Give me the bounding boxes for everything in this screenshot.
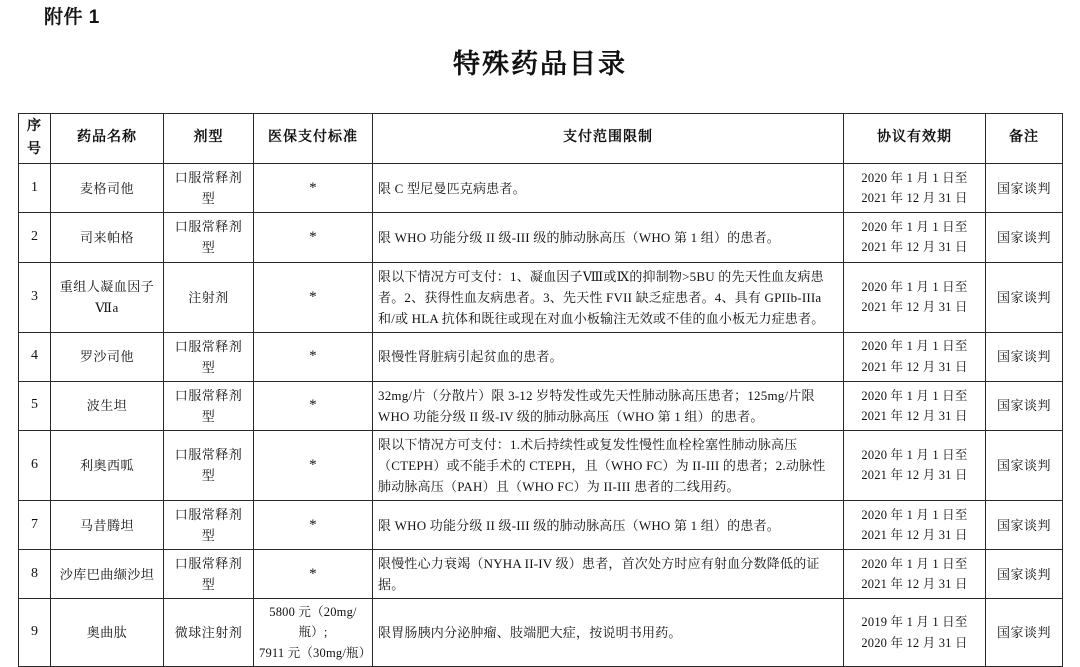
cell-remark: 国家谈判	[986, 550, 1063, 599]
cell-drug-name: 重组人凝血因子 Ⅶa	[51, 262, 164, 332]
attachment-label: 附件 1	[44, 7, 100, 28]
cell-dosage-form: 口服常释剂型	[164, 213, 254, 262]
cell-payment-standard: *	[254, 332, 373, 381]
table-row	[19, 381, 1063, 430]
cell-payment-scope: 限胃肠胰内分泌肿瘤、肢端肥大症，按说明书用药。	[373, 599, 844, 667]
table-header	[19, 114, 1063, 164]
column-header-seq: 序号	[19, 114, 51, 164]
cell-payment-standard: *	[254, 430, 373, 500]
column-header-period: 协议有效期	[844, 114, 986, 164]
column-header-form: 剂型	[164, 114, 254, 164]
cell-seq: 6	[19, 430, 51, 500]
cell-payment-scope: 32mg/片（分散片）限 3-12 岁特发性或先天性肺动脉高压患者；125mg/片限 WHO 功能分级 II 级-IV 级的肺动脉高压（WHO 第 1 组）的患者。	[373, 381, 844, 430]
cell-seq: 8	[19, 550, 51, 599]
cell-remark: 国家谈判	[986, 213, 1063, 262]
table-body	[19, 164, 1063, 667]
table-header-row	[19, 114, 1063, 164]
cell-drug-name: 罗沙司他	[51, 332, 164, 381]
catalog-table-container	[18, 113, 1062, 667]
column-header-standard: 医保支付标准	[254, 114, 373, 164]
cell-remark: 国家谈判	[986, 381, 1063, 430]
special-drug-catalog-table	[18, 113, 1063, 667]
cell-remark: 国家谈判	[986, 501, 1063, 550]
cell-dosage-form: 口服常释剂型	[164, 381, 254, 430]
cell-dosage-form: 微球注射剂	[164, 599, 254, 667]
column-header-remark: 备注	[986, 114, 1063, 164]
cell-seq: 7	[19, 501, 51, 550]
cell-seq: 3	[19, 262, 51, 332]
cell-payment-standard: *	[254, 164, 373, 213]
cell-agreement-period: 2020 年 1 月 1 日至 2021 年 12 月 31 日	[844, 430, 986, 500]
cell-agreement-period: 2019 年 1 月 1 日至 2020 年 12 月 31 日	[844, 599, 986, 667]
table-row	[19, 332, 1063, 381]
cell-seq: 5	[19, 381, 51, 430]
cell-payment-scope: 限 WHO 功能分级 II 级-III 级的肺动脉高压（WHO 第 1 组）的患者。	[373, 501, 844, 550]
cell-payment-standard: *	[254, 381, 373, 430]
cell-drug-name: 马昔腾坦	[51, 501, 164, 550]
table-row	[19, 501, 1063, 550]
cell-payment-scope: 限 WHO 功能分级 II 级-III 级的肺动脉高压（WHO 第 1 组）的患者。	[373, 213, 844, 262]
column-header-scope: 支付范围限制	[373, 114, 844, 164]
table-row	[19, 213, 1063, 262]
cell-seq: 2	[19, 213, 51, 262]
cell-seq: 4	[19, 332, 51, 381]
page-title: 特殊药品目录	[453, 49, 627, 79]
column-header-name: 药品名称	[51, 114, 164, 164]
cell-drug-name: 司来帕格	[51, 213, 164, 262]
table-row	[19, 550, 1063, 599]
table-row	[19, 164, 1063, 213]
cell-dosage-form: 注射剂	[164, 262, 254, 332]
cell-agreement-period: 2020 年 1 月 1 日至 2021 年 12 月 31 日	[844, 381, 986, 430]
cell-payment-standard: *	[254, 213, 373, 262]
cell-remark: 国家谈判	[986, 262, 1063, 332]
cell-payment-scope: 限慢性肾脏病引起贫血的患者。	[373, 332, 844, 381]
cell-payment-scope: 限以下情况方可支付：1、凝血因子Ⅷ或Ⅸ的抑制物>5BU 的先天性血友病患者。2、获得性血友病患者。3、先天性 FVII 缺乏症患者。4、具有 GPIIb-IIIa 和/或 HLA 抗体和既往或现在对血小板输注无效或不佳的血小板无力症患者。	[373, 262, 844, 332]
cell-drug-name: 麦格司他	[51, 164, 164, 213]
cell-agreement-period: 2020 年 1 月 1 日至 2021 年 12 月 31 日	[844, 262, 986, 332]
cell-agreement-period: 2020 年 1 月 1 日至 2021 年 12 月 31 日	[844, 501, 986, 550]
cell-dosage-form: 口服常释剂型	[164, 550, 254, 599]
cell-payment-scope: 限慢性心力衰竭（NYHA II-IV 级）患者，首次处方时应有射血分数降低的证据。	[373, 550, 844, 599]
cell-seq: 1	[19, 164, 51, 213]
cell-payment-scope: 限 C 型尼曼匹克病患者。	[373, 164, 844, 213]
cell-remark: 国家谈判	[986, 599, 1063, 667]
cell-payment-standard: *	[254, 262, 373, 332]
cell-agreement-period: 2020 年 1 月 1 日至 2021 年 12 月 31 日	[844, 213, 986, 262]
cell-dosage-form: 口服常释剂型	[164, 430, 254, 500]
cell-remark: 国家谈判	[986, 332, 1063, 381]
cell-agreement-period: 2020 年 1 月 1 日至 2021 年 12 月 31 日	[844, 332, 986, 381]
table-row	[19, 430, 1063, 500]
cell-agreement-period: 2020 年 1 月 1 日至 2021 年 12 月 31 日	[844, 164, 986, 213]
cell-payment-standard: *	[254, 550, 373, 599]
cell-agreement-period: 2020 年 1 月 1 日至 2021 年 12 月 31 日	[844, 550, 986, 599]
table-row	[19, 599, 1063, 667]
cell-payment-scope: 限以下情况方可支付：1.术后持续性或复发性慢性血栓栓塞性肺动脉高压（CTEPH）或不能手术的 CTEPH，且（WHO FC）为 II-III 的患者；2.动脉性肺动脉高压（PAH）且（WHO FC）为 II-III 患者的二线用药。	[373, 430, 844, 500]
cell-remark: 国家谈判	[986, 430, 1063, 500]
cell-remark: 国家谈判	[986, 164, 1063, 213]
cell-drug-name: 波生坦	[51, 381, 164, 430]
table-row	[19, 262, 1063, 332]
cell-drug-name: 奥曲肽	[51, 599, 164, 667]
cell-payment-standard: *	[254, 501, 373, 550]
cell-seq: 9	[19, 599, 51, 667]
cell-dosage-form: 口服常释剂型	[164, 501, 254, 550]
cell-dosage-form: 口服常释剂型	[164, 164, 254, 213]
cell-drug-name: 沙库巴曲缬沙坦	[51, 550, 164, 599]
cell-payment-standard: 5800 元（20mg/瓶）; 7911 元（30mg/瓶）	[254, 599, 373, 667]
cell-dosage-form: 口服常释剂型	[164, 332, 254, 381]
cell-drug-name: 利奥西呱	[51, 430, 164, 500]
